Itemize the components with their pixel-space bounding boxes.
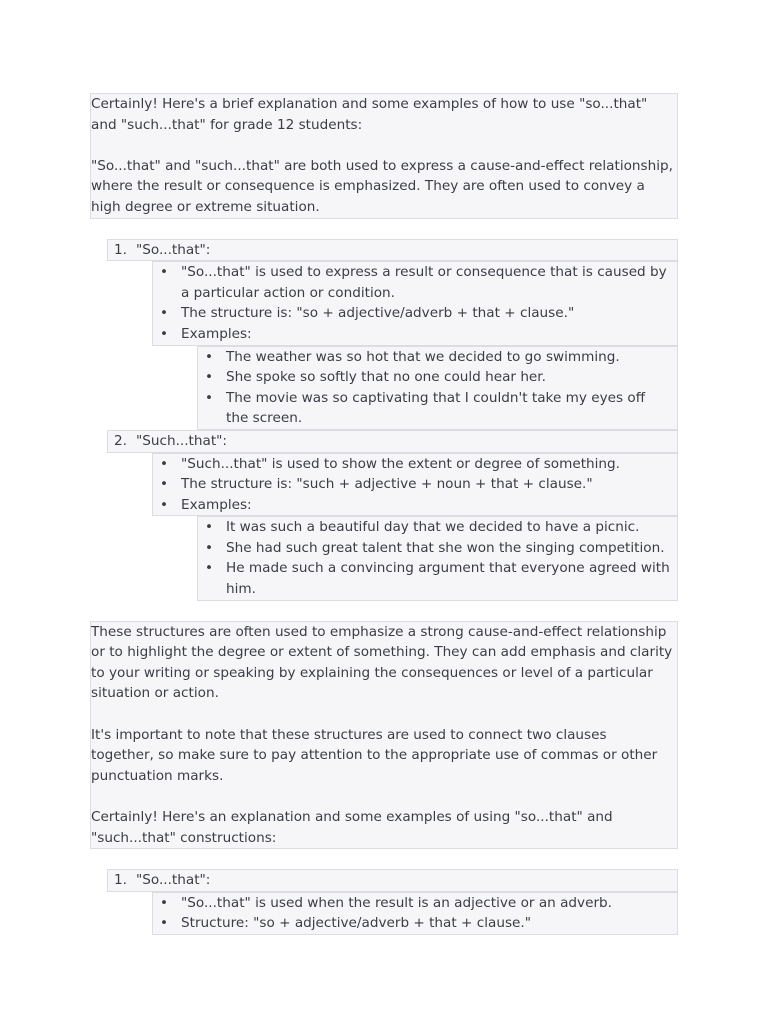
list-item: • She spoke so softly that no one could hear her. [198,367,677,388]
section-2-heading [107,430,678,453]
section-3-points [152,892,678,935]
bullet-icon: • [205,389,214,406]
section-2-number: 2. [114,432,127,449]
bullet-icon: • [160,496,169,513]
list-item: • The structure is: "such + adjective + noun + that + clause." [153,474,677,495]
bullet-icon: • [205,369,214,386]
list-item: • "So...that" is used when the result is an adjective or an adverb. [153,893,677,914]
section-3-heading [107,869,678,892]
intro-block [90,93,678,219]
list-item: • He made such a convincing argument that everyone agreed with him. [205,560,670,598]
bullet-icon: • [160,305,169,322]
list-item: • Structure: "so + adjective/adverb + that + clause." [153,913,677,934]
list-item: • It was such a beautiful day that we decided to have a picnic. [198,517,677,538]
list-item: • Examples: [153,495,677,516]
list-item: • The movie was so captivating that I couldn't take my eyes off the screen. [205,389,646,427]
section-3-number: 1. [114,872,127,889]
bullet-icon: • [205,539,214,556]
bullet-icon: • [160,264,169,281]
summary-paragraph-3: Certainly! Here's an explanation and some examples of using "so...that" and "such...that" constructions: [91,809,613,846]
summary-paragraph-2: It's important to note that these structures are used to connect two clauses together, so make sure to pay attention to the appropriate use of commas or other punctuation marks. [91,726,658,784]
list-item: • "So...that" is used to express a result or consequence that is caused by a particular action or condition. [160,264,667,301]
list-item: • The structure is: "so + adjective/adverb + that + clause." [153,303,677,324]
bullet-icon: • [160,476,169,493]
bullet-icon: • [205,560,214,577]
list-item: • "Such...that" is used to show the extent or degree of something. [153,454,677,475]
list-item: • Examples: [153,324,677,345]
section-1-points [152,261,678,345]
list-item: • The weather was so hot that we decided to go swimming. [198,347,677,368]
intro-paragraph-1: Certainly! Here's a brief explanation and some examples of how to use "so...that" and "such...that" for grade 12 students: [91,96,648,133]
section-1-heading [107,239,678,262]
bullet-icon: • [160,325,169,342]
section-1-examples [197,346,678,430]
section-2-points [152,453,678,517]
section-1-title: "So...that": [136,241,211,258]
bullet-icon: • [160,455,169,472]
summary-block [90,621,678,850]
intro-paragraph-2: "So...that" and "such...that" are both used to express a cause-and-effect relationship, where the result or consequence is emphasized. They are often used to convey a high degree or extreme situation. [91,157,673,215]
section-2-examples [197,516,678,600]
bullet-icon: • [160,915,169,932]
section-2-title: "Such...that": [136,432,227,449]
section-3-title: "So...that": [136,872,211,889]
list-item: • She had such great talent that she won the singing competition. [198,538,677,559]
bullet-icon: • [160,894,169,911]
document-page [90,93,678,935]
bullet-icon: • [205,519,214,536]
bullet-icon: • [205,348,214,365]
summary-paragraph-1: These structures are often used to emphasize a strong cause-and-effect relationship or to highlight the degree or extent of something. They can add emphasis and clarity to your writing or speaking by explaining the consequences or level of a particular situation or action. [91,623,673,702]
section-1-number: 1. [114,241,127,258]
